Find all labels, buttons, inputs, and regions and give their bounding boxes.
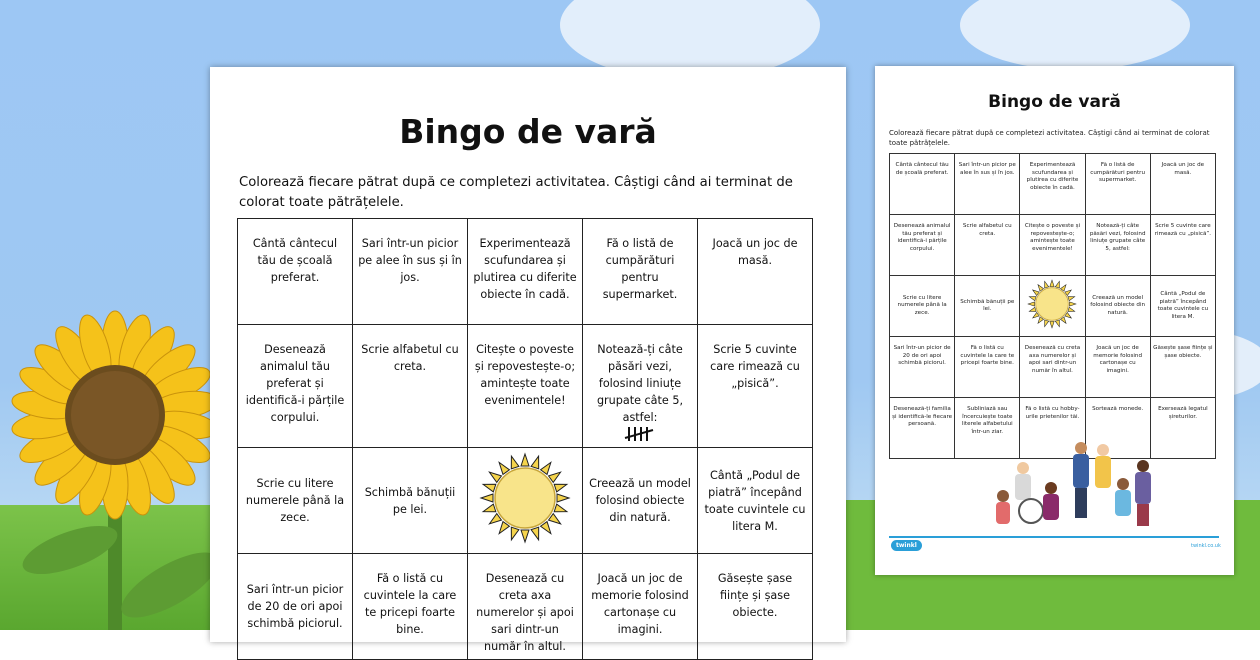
preview-cell: Sari într-un picior de 20 de ori apoi schimbă piciorul. [890,337,955,398]
sun-ray [1070,302,1077,306]
bingo-cell[interactable]: Cântă „Podul de piatră” începând toate cuvintele cu litera M. [698,448,813,554]
sun-ray [1065,313,1073,320]
bingo-cell[interactable]: Desenează animalul tău preferat și identifică-i părțile corpului. [238,325,353,448]
preview-cell: Scrie alfabetul cu creta. [955,215,1020,276]
sun-ray [496,522,510,536]
bingo-cell-text: Notează-ți câte păsări vezi, folosind liniuțe grupate câte 5, astfel: [596,343,684,424]
sun-ray [1032,313,1040,320]
sun-ray [1037,317,1044,325]
sun-ray [1065,288,1073,295]
preview-cell: Fă o listă cu cuvintele la care te pricepi foarte bine. [955,337,1020,398]
bingo-cell[interactable]: Cântă cântecul tău de școală preferat. [238,219,353,325]
preview-instructions: Colorează fiecare pătrat după ce completezi activitatea. Câștigi când ai terminat de colorat toate pătrățelele. [889,129,1210,147]
sun-ray [541,522,555,536]
preview-title: Bingo de vară [988,92,1121,112]
sun-ray [1043,320,1049,328]
sun-ray [521,530,529,542]
sun-ray [1029,295,1037,301]
preview-cell: Cântă „Podul de piatră” începând toate cuvintele cu litera M. [1150,276,1215,337]
sun-ray [487,469,501,483]
sun-icon [1027,279,1077,329]
sun-ray [1032,288,1040,295]
bingo-cell[interactable]: Creează un model folosind obiecte din natură. [583,448,698,554]
preview-cell: Desenează cu creta axa numerelor și apoi sari dintr-un număr în altul. [1020,337,1085,398]
preview-cell: Găsește șase ființe și șase obiecte. [1150,337,1215,398]
page-title: Bingo de vară [399,112,657,151]
preview-cell: Creează un model folosind obiecte din natură. [1085,276,1150,337]
sun-ray [549,469,563,483]
preview-cell: Notează-ți câte păsări vezi, folosind liniuțe grupate câte 5, astfel: [1085,215,1150,276]
sun-ray [1061,284,1068,292]
sun-ray [549,514,563,528]
sun-ray [482,504,496,515]
bingo-cell[interactable]: Sari într-un picior de 20 de ori apoi schimbă piciorul. [238,554,353,660]
sun-ray [1029,302,1036,306]
tally-marks-icon [623,426,657,442]
preview-cell: Desenează animalul tău preferat și identifică-i părțile corpului. [890,215,955,276]
bingo-cell[interactable]: Joacă un joc de masă. [698,219,813,325]
sun-ray [1056,320,1062,328]
sun-ray [1068,295,1076,301]
sun-ray [1056,281,1062,289]
bingo-cell[interactable]: Găsește șase ființe și șase obiecte. [698,554,813,660]
preview-cell: Exersează legatul șireturilor. [1150,398,1215,459]
bingo-cell[interactable]: Joacă un joc de memorie folosind cartonașe cu imagini. [583,554,698,660]
sun-ray [531,527,542,541]
sun-icon [479,452,571,544]
preview-cell: Schimbă bănuții pe lei. [955,276,1020,337]
sun-ray [508,527,519,541]
preview-cell: Fă o listă de cumpărături pentru supermarket. [1085,154,1150,215]
bingo-cell[interactable]: Schimbă bănuții pe lei. [353,448,468,554]
preview-cell: Joacă un joc de memorie folosind cartonașe cu imagini. [1085,337,1150,398]
preview-cell: Fă o listă cu hobby-urile prietenilor tăi. [1020,398,1085,459]
sun-ray [531,455,542,469]
preview-bingo-grid [889,153,1216,459]
preview-cell: Scrie 5 cuvinte care rimează cu „pisică”. [1150,215,1215,276]
bingo-grid [237,218,813,660]
children-illustration [983,436,1173,534]
sun-ray [1050,322,1054,329]
bingo-cell[interactable]: Scrie alfabetul cu creta. [353,325,468,448]
preview-cell: Sortează monede. [1085,398,1150,459]
sun-ray [1043,281,1049,289]
sun-ray [541,460,555,474]
bingo-sheet-main [210,67,846,653]
preview-cell: Scrie cu litere numerele până la zece. [890,276,955,337]
bingo-cell[interactable]: Fă o listă de cumpărături pentru supermarket. [583,219,698,325]
preview-cell: Subliniază sau încercuiește toate literele alfabetului într-un ziar. [955,398,1020,459]
sun-ray [482,481,496,492]
sun-ray [521,454,529,466]
sun-ray [557,494,569,502]
bingo-cell-free[interactable] [468,448,583,554]
bingo-cell[interactable]: Sari într-un picior pe alee în sus și în jos. [353,219,468,325]
sun-ray [508,455,519,469]
bingo-cell[interactable]: Fă o listă cu cuvintele la care te pricepi foarte bine. [353,554,468,660]
sun-ray [1029,308,1037,314]
sun-ray [554,504,568,515]
bingo-cell[interactable]: Scrie 5 cuvinte care rimează cu „pisică”. [698,325,813,448]
footer-line [889,536,1219,538]
preview-cell: Sari într-un picior pe alee în sus și în jos. [955,154,1020,215]
bingo-sheet-preview [875,66,1234,575]
preview-cell: Joacă un joc de masă. [1150,154,1215,215]
bingo-cell[interactable]: Experimentează scufundarea și plutirea cu diferite obiecte în cadă. [468,219,583,325]
sun-ray [1068,308,1076,314]
instructions: Colorează fiecare pătrat după ce completezi activitatea. Câștigi când ai terminat de colorat toate pătrățelele. [239,175,793,210]
preview-cell: Cântă cântecul tău de școală preferat. [890,154,955,215]
brand-url: twinkl.co.uk [1191,543,1221,549]
preview-cell-free [1020,276,1085,337]
bingo-cell[interactable]: Scrie cu litere numerele până la zece. [238,448,353,554]
sun-ray [1050,280,1054,287]
sun-ray [487,514,501,528]
bingo-cell[interactable]: Desenează cu creta axa numerelor și apoi sari dintr-un număr în altul. [468,554,583,660]
sun-ray [496,460,510,474]
preview-cell: Desenează-ți familia și identifică-le fiecare persoană. [890,398,955,459]
sun-ray [554,481,568,492]
sun-ray [1061,317,1068,325]
sun-ray [481,494,493,502]
bingo-cell-tally[interactable] [583,325,698,448]
brand-logo: twinkl [891,540,922,551]
bingo-cell[interactable]: Citește o poveste și repovestește-o; amintește toate evenimentele! [468,325,583,448]
sunflower-illustration [0,280,240,630]
preview-cell: Citește o poveste și repovestește-o; amintește toate evenimentele! [1020,215,1085,276]
sun-ray [1037,284,1044,292]
preview-cell: Experimentează scufundarea și plutirea cu diferite obiecte în cadă. [1020,154,1085,215]
